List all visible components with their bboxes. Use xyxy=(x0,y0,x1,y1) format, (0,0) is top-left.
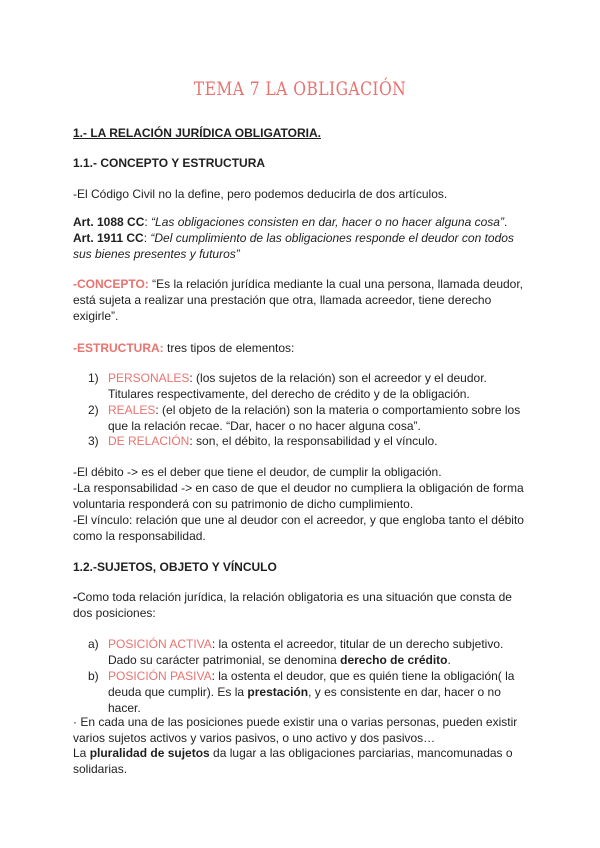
list-text: : son, el débito, la responsabilidad y el vínculo. xyxy=(189,434,438,448)
list-text: : (los sujetos de la relación) son el acreedor y el deudor. Titulares respectivamente, del derecho de crédito y de la obligación. xyxy=(108,371,487,401)
section-heading: 1.- LA RELACIÓN JURÍDICA OBLIGATORIA. xyxy=(73,126,322,140)
article-1911 xyxy=(73,230,533,262)
article-end: . xyxy=(503,215,508,229)
list-text: : (el objeto de la relación) son la materia o comportamiento sobre los que la relación recae. “Dar, hacer o no hacer alguna cosa”. xyxy=(108,403,521,433)
note-debito: -El débito -> es el deber que tiene el deudor, de cumplir la obligación. xyxy=(73,465,442,479)
intro-text: Como toda relación jurídica, la relación obligatoria es una situación que consta de dos posiciones: xyxy=(73,590,512,620)
note-vinculo: -El vínculo: relación que une al deudor con el acreedor, y que engloba tanto el débito como la responsabilidad. xyxy=(73,513,524,543)
intro-paragraph: -El Código Civil no la define, pero podemos deducirla de dos artículos. xyxy=(73,187,448,201)
article-label: Art. 1911 CC xyxy=(73,231,144,245)
pluralidad-bold: pluralidad de sujetos xyxy=(89,746,210,760)
estructura-label: -ESTRUCTURA: xyxy=(73,341,164,355)
list-label: DE RELACIÓN xyxy=(108,434,190,448)
list-text: : la ostenta el acreedor, titular de un derecho subjetivo. Dado su carácter patrimonial, se denomina xyxy=(108,637,504,667)
subsection-heading: 1.1.- CONCEPTO Y ESTRUCTURA xyxy=(73,156,266,170)
estructura-paragraph xyxy=(73,340,533,356)
section2-intro xyxy=(73,589,533,621)
list-number: b) xyxy=(88,669,99,683)
list-label: POSICIÓN PASIVA xyxy=(108,669,212,683)
list-text: : la ostenta el deudor, que es quién tiene la obligación( la deuda que cumplir). Es la xyxy=(108,669,515,699)
list-number: a) xyxy=(88,637,99,651)
article-quote: “Del cumplimiento de las obligaciones responde el deudor con todos sus bienes presentes y futuros” xyxy=(73,231,514,261)
concepto-label: -CONCEPTO: xyxy=(73,277,149,291)
pluralidad-paragraph xyxy=(73,745,533,777)
note-posiciones: · En cada una de las posiciones puede existir una o varias personas, pueden existir varios sujetos activos y varios pasivos, o uno activo y dos pasivos… xyxy=(73,715,518,745)
list-bold: prestación xyxy=(247,685,309,699)
article-separator: : xyxy=(143,231,151,245)
note-responsabilidad: -La responsabilidad -> en caso de que el deudor no cumpliera la obligación de forma voluntaria responderá con su patrimonio de dicho cumplimiento. xyxy=(73,481,524,511)
intro-dash: - xyxy=(73,590,77,604)
list-label: REALES xyxy=(108,403,156,417)
article-separator: : xyxy=(144,215,152,229)
list-number: 1) xyxy=(88,371,99,385)
pluralidad-pre: La xyxy=(73,746,90,760)
list-label: PERSONALES xyxy=(108,371,190,385)
list-number: 2) xyxy=(88,403,99,417)
article-quote: “Las obligaciones consisten en dar, hacer o no hacer alguna cosa” xyxy=(151,215,504,229)
section-heading-2: 1.2.-SUJETOS, OBJETO Y VÍNCULO xyxy=(73,560,277,574)
article-label: Art. 1088 CC xyxy=(73,215,145,229)
article-1088 xyxy=(73,214,533,230)
list-bold: derecho de crédito xyxy=(340,653,448,667)
list-end: . xyxy=(447,653,451,667)
concepto-paragraph xyxy=(73,276,533,324)
estructura-text: tres tipos de elementos: xyxy=(163,341,295,355)
list-label: POSICIÓN ACTIVA xyxy=(108,637,212,651)
list-end: , y es consistente en dar, hacer o no hacer. xyxy=(108,685,501,715)
concepto-text: “Es la relación jurídica mediante la cual una persona, llamada deudor, está sujeta a realizar una prestación que otra, llamada acreedor, tiene derecho exigirle”. xyxy=(73,277,524,323)
list-number: 3) xyxy=(88,434,99,448)
pluralidad-post: da lugar a las obligaciones parciarias, mancomunadas o solidarias. xyxy=(73,746,513,776)
document-title: TEMA 7 LA OBLIGACIÓN xyxy=(193,78,407,100)
